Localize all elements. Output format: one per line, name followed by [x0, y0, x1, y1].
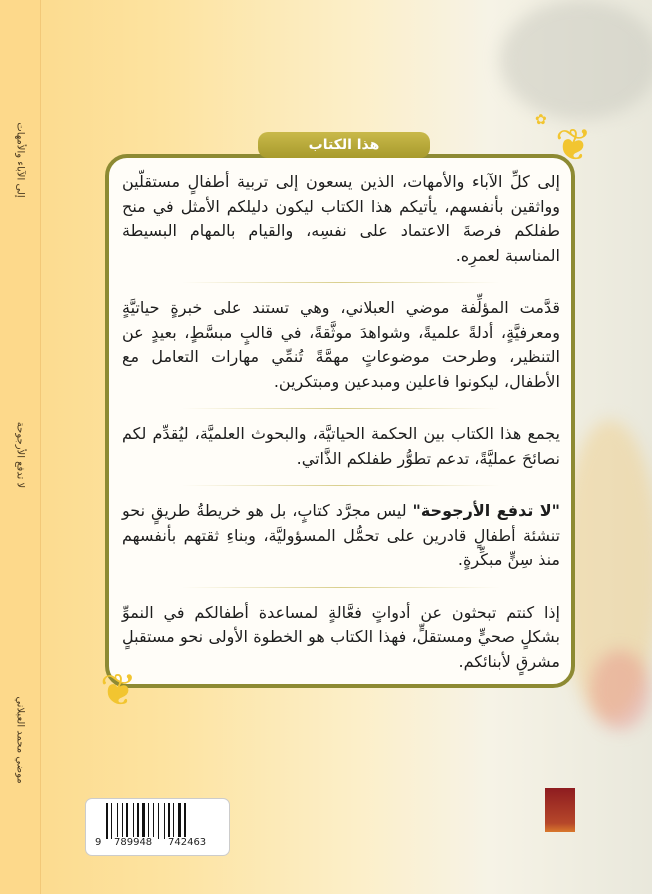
about-book-text — [122, 170, 560, 674]
barcode-bar — [117, 803, 118, 839]
barcode-bar — [148, 803, 149, 839]
barcode-bars — [106, 803, 216, 839]
barcode-bar — [182, 803, 183, 839]
isbn-barcode — [85, 798, 230, 856]
barcode-bar — [184, 803, 186, 839]
barcode-bar — [133, 803, 134, 839]
barcode-bar — [187, 803, 188, 839]
isbn-left-group: 789948 — [114, 837, 153, 848]
paragraph: إلى كلِّ الآباء والأمهات، الذين يسعون إلى تربية أطفالٍ مستقلّين وواثقين بأنفسهم، يأتيكم هذا الكتاب ليكون دليلكم الأمثل في منح طفلكم فرصةَ الاعتماد على نفسِه، والقيام بالمهام البسيطة المناسبة لعمرِه. — [122, 172, 560, 265]
barcode-bar — [164, 803, 165, 839]
box-title: هذا الكتاب — [258, 132, 430, 158]
barcode-bar — [166, 803, 167, 839]
barcode-bar — [142, 803, 145, 839]
barcode-bar — [106, 803, 108, 839]
barcode-bar — [171, 803, 172, 839]
barcode-bar — [155, 803, 157, 839]
barcode-bar — [146, 803, 147, 839]
book-spine — [0, 0, 41, 894]
divider — [182, 408, 500, 409]
barcode-bar — [150, 803, 152, 839]
barcode-bar — [111, 803, 112, 839]
spine-dedication: إلى الآباء والأمهات — [14, 122, 26, 198]
barcode-bar — [140, 803, 141, 839]
barcode-bar — [160, 803, 163, 839]
isbn-right-group: 742463 — [168, 837, 207, 848]
barcode-bar — [168, 803, 170, 839]
butterfly-icon: ✿ — [535, 112, 547, 128]
barcode-bar — [175, 803, 177, 839]
barcode-bar — [135, 803, 136, 839]
book-title-quote: "لا تدفع الأرجوحة" — [412, 501, 560, 520]
spine-title: لا تدفع الأرجوحة — [14, 421, 26, 489]
barcode-bar — [113, 803, 116, 839]
divider — [182, 587, 500, 588]
barcode-bar — [119, 803, 121, 839]
barcode-bar — [122, 803, 123, 839]
isbn-first-digit: 9 — [95, 837, 102, 848]
flower-background — [590, 650, 650, 730]
barcode-bar — [158, 803, 159, 839]
barcode-bar — [173, 803, 174, 839]
barcode-bar — [109, 803, 110, 839]
butterfly-icon: ❦ — [100, 665, 137, 716]
barcode-bar — [137, 803, 139, 839]
barcode-bar — [124, 803, 125, 839]
paragraph: يجمع هذا الكتاب بين الحكمة الحياتيَّة، والبحوث العلميَّة، ليُقدِّم لكم نصائحَ عمليَّةً، تدعم تطوُّر طفلكم الذَّاتي. — [122, 424, 560, 468]
paragraph-text: ليس مجرَّد كتابٍ، بل هو خريطةُ طريقٍ نحو تنشئة أطفالٍ قادرين على تحمُّل المسؤوليَّة، وبناءِ ثقتهم بأنفسهم منذ سِنٍّ مبكِّرةٍ. — [122, 501, 560, 569]
spine-author: موضي محمد العبلاني — [14, 696, 26, 784]
publisher-logo — [545, 788, 575, 832]
flower-background — [500, 0, 652, 120]
barcode-bar — [129, 803, 132, 839]
divider — [182, 485, 500, 486]
divider — [182, 282, 500, 283]
barcode-bar — [153, 803, 154, 839]
butterfly-icon: ❦ — [555, 120, 592, 171]
paragraph: إذا كنتم تبحثون عن أدواتٍ فعَّالةٍ لمساعدة أطفالكم في النموِّ بشكلٍ صحيٍّ ومستقلٍّ، فهذا الكتاب هو الخطوة الأولى نحو مستقبلٍ مشرقٍ لأبنائكم. — [122, 602, 560, 671]
barcode-bar — [178, 803, 181, 839]
barcode-bar — [126, 803, 128, 839]
paragraph — [122, 499, 560, 573]
paragraph: قدَّمت المؤلِّفة موضي العبلاني، وهي تستند على خبرةٍ حياتيَّةٍ ومعرفيَّةٍ، أدلةً علميةً، وشواهدَ موثَّقةً، في قالبٍ مبسَّطٍ، بعيدٍ عن التنظير، وطرحت موضوعاتٍ مهمَّةً تُنمِّي مهارات التعامل مع الأطفال، ليكونوا فاعلين ومبدعين ومبتكرين. — [122, 298, 560, 391]
